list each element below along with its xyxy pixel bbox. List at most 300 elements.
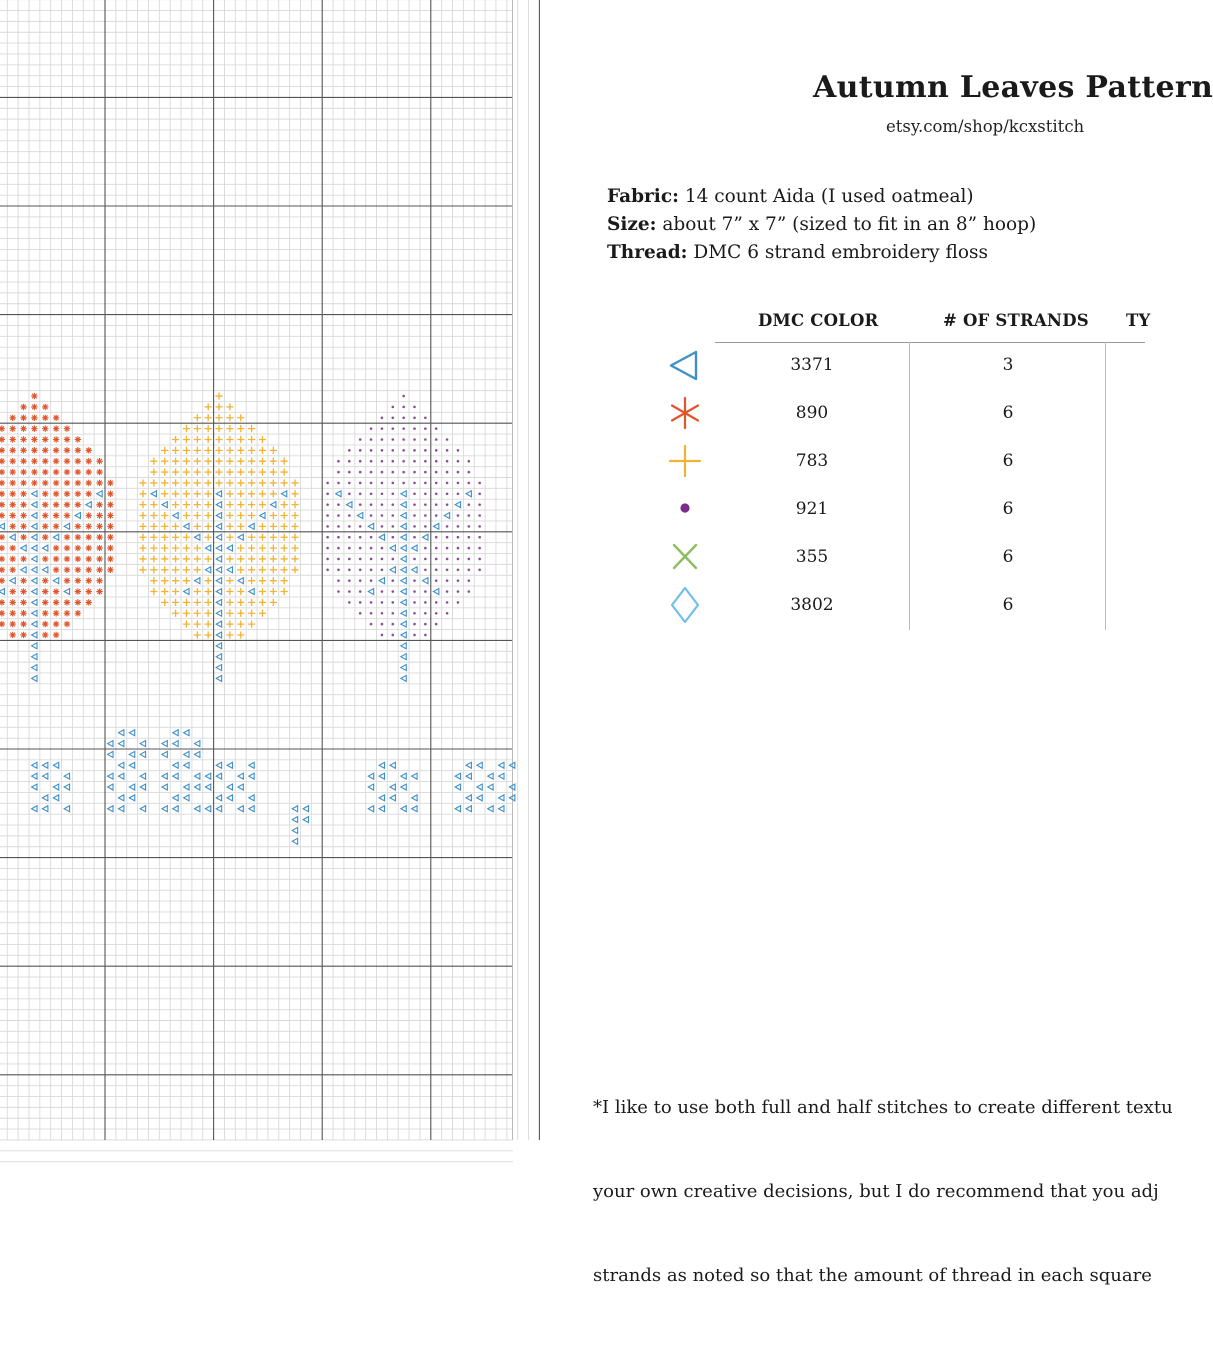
stitch-asterisk: [9, 512, 15, 518]
stitch-triangle: [32, 806, 37, 812]
stitch-plus: [259, 479, 266, 486]
stitch-plus: [215, 468, 222, 475]
stitch-dot: [446, 579, 449, 582]
stitch-dot: [446, 601, 449, 604]
stitch-triangle: [195, 784, 200, 790]
stitch-plus: [259, 436, 266, 443]
stitch-triangle: [292, 817, 297, 823]
stitch-triangle: [129, 751, 134, 757]
stitch-plus: [150, 577, 157, 584]
asterisk-icon: [663, 391, 707, 435]
stitch-triangle: [249, 806, 254, 812]
stitch-triangle: [173, 730, 178, 736]
stitch-triangle: [216, 523, 221, 529]
stitch-asterisk: [42, 447, 48, 453]
stitch-triangle: [184, 795, 189, 801]
stitch-triangle: [379, 762, 384, 768]
stitch-grid: [0, 0, 513, 1140]
stitch-triangle: [303, 806, 308, 812]
stitch-plus: [248, 490, 255, 497]
stitch-plus: [291, 555, 298, 562]
stitch-triangle: [162, 502, 167, 508]
stitch-triangle: [401, 610, 406, 616]
stitch-asterisk: [31, 447, 37, 453]
stitch-dot: [337, 579, 340, 582]
stitch-plus: [161, 512, 168, 519]
stitch-plus: [172, 577, 179, 584]
stitch-asterisk: [86, 567, 92, 573]
stitch-triangle: [53, 534, 58, 540]
stitch-triangle: [368, 589, 373, 595]
stitch-asterisk: [9, 523, 15, 529]
stitch-asterisk: [96, 556, 102, 562]
stitch-dot: [424, 612, 427, 615]
stitch-triangle: [477, 762, 482, 768]
stitch-dot: [337, 569, 340, 572]
stitch-asterisk: [64, 545, 70, 551]
stitch-asterisk: [53, 621, 59, 627]
stitch-triangle: [32, 654, 37, 660]
spec-value: DMC 6 strand embroidery floss: [693, 242, 988, 263]
stitch-dot: [424, 416, 427, 419]
stitch-triangle: [205, 567, 210, 573]
stitch-dot: [370, 569, 373, 572]
stitch-asterisk: [53, 632, 59, 638]
stitch-triangle: [227, 567, 232, 573]
stitch-dot: [326, 569, 329, 572]
stitch-dot: [391, 427, 394, 430]
stitch-dot: [468, 590, 471, 593]
stitch-triangle: [32, 784, 37, 790]
stitch-triangle: [216, 513, 221, 519]
stitch-asterisk: [75, 458, 81, 464]
stitch-plus: [259, 566, 266, 573]
stitch-asterisk: [53, 480, 59, 486]
stitch-plus: [205, 523, 212, 530]
stitch-plus: [205, 621, 212, 628]
stitch-triangle: [238, 784, 243, 790]
stitch-triangle: [108, 784, 113, 790]
stitch-triangle: [42, 762, 47, 768]
stitch-plus: [270, 479, 277, 486]
footnote: [593, 1038, 1173, 1346]
stitch-dot: [424, 525, 427, 528]
stitch-dot: [413, 449, 416, 452]
stitch-dot: [413, 634, 416, 637]
stitch-triangle: [118, 730, 123, 736]
stitch-triangle: [249, 773, 254, 779]
stitch-triangle: [401, 675, 406, 681]
stitch-plus: [215, 436, 222, 443]
stitch-dot: [435, 438, 438, 441]
stitch-plus: [270, 588, 277, 595]
stitch-plus: [205, 631, 212, 638]
stitch-triangle: [499, 762, 504, 768]
stitch-plus: [226, 534, 233, 541]
stitch-dot: [326, 482, 329, 485]
stitch-plus: [281, 566, 288, 573]
stitch-triangle: [32, 556, 37, 562]
stitch-plus: [205, 534, 212, 541]
stitch-triangle: [227, 784, 232, 790]
stitch-dot: [381, 569, 384, 572]
stitch-triangle: [401, 806, 406, 812]
stitch-asterisk: [42, 610, 48, 616]
stitch-dot: [337, 460, 340, 463]
stitch-asterisk: [86, 577, 92, 583]
stitch-plus: [259, 610, 266, 617]
stitch-triangle: [108, 751, 113, 757]
stitch-triangle: [466, 806, 471, 812]
stitch-plus: [248, 447, 255, 454]
stitch-asterisk: [107, 480, 113, 486]
stitch-dot: [381, 427, 384, 430]
stitch-asterisk: [9, 556, 15, 562]
stitch-asterisk: [86, 512, 92, 518]
stitch-triangle: [118, 773, 123, 779]
stitch-asterisk: [20, 632, 26, 638]
stitch-triangle: [368, 806, 373, 812]
stitch-plus: [226, 403, 233, 410]
stitch-dot: [391, 525, 394, 528]
stitch-dot: [446, 503, 449, 506]
stitch-plus: [237, 621, 244, 628]
stitch-dot: [370, 438, 373, 441]
stitch-asterisk: [53, 545, 59, 551]
stitch-plus: [237, 512, 244, 519]
stitch-asterisk: [64, 599, 70, 605]
dmc-code: 3802: [790, 595, 834, 615]
stitch-dot: [424, 449, 427, 452]
stitch-asterisk: [20, 621, 26, 627]
stitch-plus: [248, 512, 255, 519]
stitch-dot: [359, 547, 362, 550]
stitch-triangle: [32, 491, 37, 497]
stitch-dot: [435, 460, 438, 463]
stitch-dot: [413, 427, 416, 430]
stitch-plus: [248, 436, 255, 443]
stitch-triangle: [216, 643, 221, 649]
strand-count: 6: [1002, 595, 1014, 615]
stitch-dot: [391, 536, 394, 539]
stitch-triangle: [118, 741, 123, 747]
stitch-dot: [446, 482, 449, 485]
stitch-dot: [446, 590, 449, 593]
stitch-plus: [226, 468, 233, 475]
stitch-asterisk: [0, 512, 5, 518]
stitch-dot: [370, 514, 373, 517]
stitch-triangle: [401, 502, 406, 508]
footnote-line: *I like to use both full and half stitches to create different textu: [593, 1097, 1173, 1118]
stitch-asterisk: [0, 425, 5, 431]
strand-count: 6: [1002, 547, 1014, 567]
stitch-plus: [205, 577, 212, 584]
stitch-dot: [381, 449, 384, 452]
stitch-dot: [381, 525, 384, 528]
stitch-asterisk: [9, 567, 15, 573]
stitch-triangle: [42, 567, 47, 573]
stitch-dot: [413, 601, 416, 604]
stitch-dot: [457, 514, 460, 517]
stitch-triangle: [108, 741, 113, 747]
stitch-plus: [183, 577, 190, 584]
stitch-plus: [226, 425, 233, 432]
stitch-triangle: [292, 838, 297, 844]
stitch-dot: [457, 492, 460, 495]
stitch-plus: [281, 555, 288, 562]
strand-count: 6: [1002, 451, 1014, 471]
stitch-triangle: [336, 491, 341, 497]
stitch-dot: [381, 438, 384, 441]
footnote-line: strands as noted so that the amount of thread in each square: [593, 1265, 1152, 1286]
stitch-asterisk: [42, 491, 48, 497]
stitch-triangle: [412, 567, 417, 573]
stitch-dot: [413, 558, 416, 561]
stitch-dot: [468, 514, 471, 517]
stitch-triangle: [455, 784, 460, 790]
stitch-plus: [161, 588, 168, 595]
stitch-asterisk: [107, 567, 113, 573]
stitch-asterisk: [53, 458, 59, 464]
stitch-asterisk: [9, 415, 15, 421]
stitch-plus: [205, 447, 212, 454]
stitch-asterisk: [64, 480, 70, 486]
stitch-plus: [172, 458, 179, 465]
stitch-plus: [226, 577, 233, 584]
stitch-plus: [172, 468, 179, 475]
stitch-plus: [172, 479, 179, 486]
stitch-plus: [270, 458, 277, 465]
stitch-plus: [194, 501, 201, 508]
stitch-asterisk: [75, 567, 81, 573]
stitch-plus: [270, 555, 277, 562]
stitch-dot: [370, 601, 373, 604]
stitch-plus: [281, 577, 288, 584]
stitch-triangle: [32, 643, 37, 649]
stitch-dot: [337, 547, 340, 550]
stitch-dot: [359, 438, 362, 441]
stitch-dot: [413, 471, 416, 474]
stitch-triangle: [32, 599, 37, 605]
stitch-plus: [172, 588, 179, 595]
stitch-asterisk: [42, 512, 48, 518]
stitch-dot: [424, 427, 427, 430]
stitch-plus: [281, 588, 288, 595]
stitch-plus: [150, 512, 157, 519]
stitch-dot: [391, 449, 394, 452]
stitch-dot: [391, 438, 394, 441]
stitch-plus: [226, 631, 233, 638]
stitch-dot: [370, 503, 373, 506]
stitch-dot: [446, 460, 449, 463]
stitch-plus: [161, 523, 168, 530]
stitch-dot: [446, 525, 449, 528]
stitch-dot: [326, 547, 329, 550]
stitch-triangle: [249, 795, 254, 801]
stitch-asterisk: [0, 621, 5, 627]
stitch-plus: [259, 599, 266, 606]
stitch-dot: [413, 460, 416, 463]
stitch-dot: [446, 449, 449, 452]
stitch-triangle: [412, 545, 417, 551]
stitch-triangle: [412, 773, 417, 779]
stitch-triangle: [303, 817, 308, 823]
stitch-triangle: [173, 806, 178, 812]
stitch-plus: [237, 555, 244, 562]
stitch-triangle: [195, 741, 200, 747]
stitch-plus: [194, 458, 201, 465]
stitch-triangle: [32, 545, 37, 551]
stitch-asterisk: [0, 436, 5, 442]
stitch-dot: [457, 590, 460, 593]
stitch-triangle: [216, 545, 221, 551]
stitch-asterisk: [42, 621, 48, 627]
stitch-asterisk: [31, 436, 37, 442]
stitch-dot: [370, 547, 373, 550]
stitch-plus: [215, 403, 222, 410]
stitch-triangle: [42, 795, 47, 801]
stitch-asterisk: [107, 545, 113, 551]
stitch-triangle: [42, 545, 47, 551]
stitch-plus: [226, 501, 233, 508]
stitch-asterisk: [107, 523, 113, 529]
stitch-dot: [381, 634, 384, 637]
stitch-dot: [413, 438, 416, 441]
stitch-triangle: [227, 545, 232, 551]
stitch-triangle: [162, 773, 167, 779]
stitch-dot: [413, 525, 416, 528]
stitch-plus: [183, 534, 190, 541]
stitch-dot: [359, 590, 362, 593]
stitch-plus: [161, 544, 168, 551]
stitch-plus: [194, 447, 201, 454]
stitch-plus: [194, 566, 201, 573]
stitch-asterisk: [53, 415, 59, 421]
stitch-plus: [205, 599, 212, 606]
stitch-dot: [413, 612, 416, 615]
stitch-dot: [370, 558, 373, 561]
stitch-dot: [348, 525, 351, 528]
stitch-asterisk: [86, 469, 92, 475]
stitch-asterisk: [9, 458, 15, 464]
stitch-asterisk: [42, 577, 48, 583]
stitch-triangle: [433, 589, 438, 595]
stitch-dot: [370, 482, 373, 485]
spec-fabric: [607, 183, 1036, 211]
stitch-dot: [359, 449, 362, 452]
stitch-triangle: [216, 632, 221, 638]
stitch-dot: [337, 471, 340, 474]
stitch-asterisk: [9, 610, 15, 616]
stitch-dot: [435, 547, 438, 550]
stitch-dot: [424, 438, 427, 441]
stitch-dot: [457, 471, 460, 474]
stitch-triangle: [32, 675, 37, 681]
stitch-triangle: [499, 795, 504, 801]
stitch-dot: [370, 579, 373, 582]
stitch-plus: [205, 512, 212, 519]
stitch-triangle: [227, 762, 232, 768]
stitch-dot: [337, 514, 340, 517]
stitch-plus: [248, 458, 255, 465]
stitch-asterisk: [75, 469, 81, 475]
header-strands: # OF STRANDS: [943, 311, 1089, 330]
stitch-triangle: [53, 762, 58, 768]
stitch-plus: [205, 501, 212, 508]
stitch-triangle: [32, 665, 37, 671]
stitch-plus: [194, 523, 201, 530]
stitch-triangle: [379, 534, 384, 540]
stitch-plus: [281, 501, 288, 508]
stitch-asterisk: [9, 480, 15, 486]
stitch-asterisk: [9, 491, 15, 497]
stitch-asterisk: [64, 512, 70, 518]
x-icon: [663, 535, 707, 579]
stitch-triangle: [184, 589, 189, 595]
stitch-plus: [259, 523, 266, 530]
stitch-dot: [370, 427, 373, 430]
stitch-plus: [248, 425, 255, 432]
stitch-triangle: [53, 784, 58, 790]
stitch-plus: [259, 490, 266, 497]
stitch-plus: [183, 479, 190, 486]
stitch-triangle: [466, 762, 471, 768]
stitch-asterisk: [75, 436, 81, 442]
stitch-plus: [281, 468, 288, 475]
stitch-dot: [359, 471, 362, 474]
stitch-dot: [435, 471, 438, 474]
stitch-plus: [259, 588, 266, 595]
stitch-dot: [413, 482, 416, 485]
stitch-plus: [248, 599, 255, 606]
stitch-dot: [359, 569, 362, 572]
stitch-plus: [259, 458, 266, 465]
stitch-asterisk: [53, 447, 59, 453]
stitch-dot: [381, 558, 384, 561]
stitch-asterisk: [0, 534, 5, 540]
stitch-dot: [424, 569, 427, 572]
stitch-asterisk: [96, 588, 102, 594]
stitch-triangle: [205, 545, 210, 551]
stitch-asterisk: [86, 447, 92, 453]
stitch-triangle: [151, 491, 156, 497]
stitch-asterisk: [75, 545, 81, 551]
stitch-triangle: [401, 545, 406, 551]
stitch-triangle: [108, 806, 113, 812]
stitch-triangle: [368, 523, 373, 529]
stitch-triangle: [42, 806, 47, 812]
stitch-asterisk: [0, 599, 5, 605]
stitch-triangle: [64, 773, 69, 779]
stitch-dot: [381, 547, 384, 550]
stitch-asterisk: [0, 491, 5, 497]
stitch-dot: [370, 623, 373, 626]
stitch-plus: [237, 631, 244, 638]
stitch-asterisk: [42, 556, 48, 562]
stitch-plus: [161, 566, 168, 573]
stitch-triangle: [173, 795, 178, 801]
stitch-triangle: [162, 806, 167, 812]
stitch-dot: [435, 612, 438, 615]
stitch-plus: [291, 512, 298, 519]
stitch-plus: [194, 436, 201, 443]
stitch-triangle: [205, 784, 210, 790]
stitch-plus: [259, 577, 266, 584]
stitch-triangle: [64, 806, 69, 812]
stitch-dot: [457, 449, 460, 452]
stitch-dot: [424, 514, 427, 517]
pattern-specs: [607, 183, 1036, 267]
